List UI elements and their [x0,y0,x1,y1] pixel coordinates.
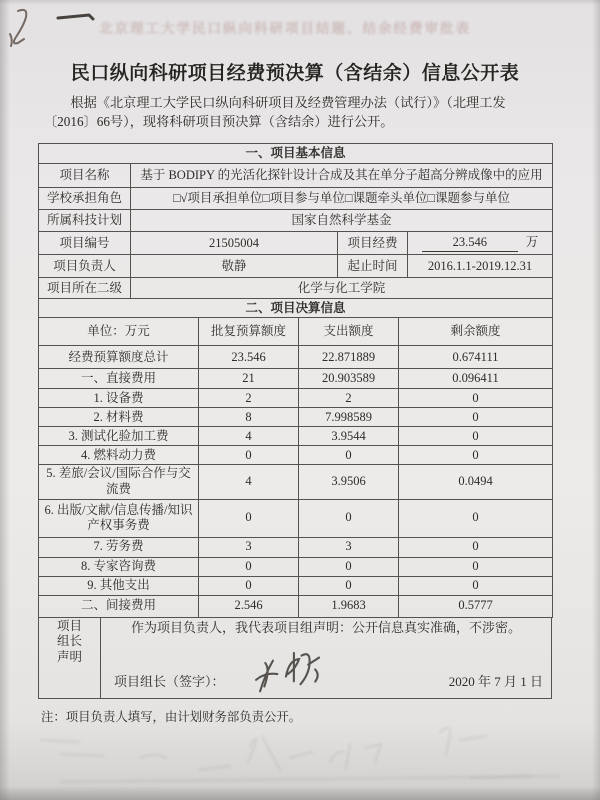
budget-row-labor [39,537,553,557]
cell-remaining: 0 [399,389,553,408]
cell-approved: 23.546 [199,346,299,369]
table-row-program [39,210,553,232]
table-row-project-number [39,232,553,255]
field-value-project-number: 21505004 [131,232,338,255]
cell-approved: 21 [199,369,299,389]
cell-remaining: 0.674111 [399,346,553,369]
row-label: 1. 设备费 [39,389,199,408]
bleed-through-marks [0,718,600,798]
document-title: 民口纵向科研项目经费预决算（含结余）信息公开表 [70,63,520,84]
declaration-statement: 作为项目负责人，我代表项目组声明：公开信息真实准确，不涉密。 [130,619,521,635]
cell-approved: 3 [199,537,299,557]
cell-spent: 20.903589 [299,369,399,389]
declaration-row [39,617,552,698]
cell-remaining: 0 [399,557,553,576]
field-value-program: 国家自然科学基金 [131,210,553,232]
footnote: 注：项目负责人填写，由计划财务部负责公开。 [41,709,302,724]
field-label: 项目名称 [39,164,131,188]
cell-approved: 4 [199,465,299,499]
cell-spent: 3 [299,537,399,557]
cell-remaining: 0 [399,408,553,427]
table-row-project-leader [39,255,553,278]
cell-approved: 2.546 [199,595,299,617]
field-value-role-checkboxes: □√项目承担单位□项目参与单位□课题牵头单位□课题参与单位 [131,188,553,210]
cell-spent: 3.9544 [299,427,399,446]
bleed-through-text: 北京理工大学民口纵向科研项目结题、结余经费审批表 [99,21,471,36]
cell-approved: 2 [199,389,299,408]
fund-unit: 万 [525,235,539,250]
budget-row-testing [39,427,553,446]
row-label: 二、间接费用 [39,595,199,617]
cell-remaining: 0.096411 [399,369,553,389]
cell-spent: 3.9506 [299,465,399,499]
field-value-project-fund [408,232,553,255]
cell-spent: 0 [299,499,399,537]
field-label: 项目负责人 [39,255,131,278]
column-header-unit: 单位：万元 [39,318,199,346]
budget-heading: 二、项目决算信息 [39,299,553,318]
column-header-approved: 批复预算额度 [199,318,299,346]
field-value-project-name: 基于 BODIPY 的光活化探针设计合成及其在单分子超高分辨成像中的应用 [131,164,553,188]
row-label: 8. 专家咨询费 [39,557,199,576]
cell-approved: 0 [199,499,299,537]
budget-row-other [39,576,553,595]
budget-header-row [39,318,553,346]
cell-spent: 0 [299,446,399,465]
cell-approved: 0 [199,576,299,595]
scan-edge-left [0,0,10,800]
scan-edge-top [0,0,600,5]
cell-remaining: 0 [399,576,553,595]
handwritten-page-mark [6,4,40,54]
row-label: 2. 材料费 [39,408,199,427]
signature-label: 项目组长（签字）： [114,674,225,690]
budget-row-travel [39,465,553,499]
cell-spent: 2 [299,389,399,408]
field-label: 项目编号 [39,232,131,255]
budget-row-equipment [39,389,553,408]
declaration-label-line: 项目 [56,618,82,633]
table-row-project-name [39,164,553,188]
field-label: 所属科技计划 [39,210,131,232]
fund-amount: 23.546 [422,235,518,252]
row-label: 4. 燃料动力费 [39,446,199,465]
budget-row-direct [39,369,553,389]
budget-row-materials [39,408,553,427]
field-label: 学校承担角色 [39,188,131,210]
declaration-date: 2020 年 7 月 1 日 [448,674,543,690]
cell-remaining: 0.0494 [399,465,553,499]
cell-spent: 1.9683 [299,595,399,617]
budget-row-publication [39,499,553,537]
row-label: 9. 其他支出 [39,576,199,595]
cell-spent: 0 [299,557,399,576]
budget-row-indirect [39,595,553,617]
budget-row-fuel [39,446,553,465]
cell-approved: 0 [199,557,299,576]
declaration-label [39,617,101,698]
budget-table [38,298,553,617]
row-label: 7. 劳务费 [39,537,199,557]
table-row-role [39,188,553,210]
cell-approved: 4 [199,427,299,446]
column-header-remaining: 剩余额度 [399,318,553,346]
cell-remaining: 0 [399,537,553,557]
cell-remaining: 0 [399,499,553,537]
basic-info-table [38,143,553,299]
cell-spent: 22.871889 [299,346,399,369]
field-value-department: 化学与化工学院 [131,278,553,299]
cell-spent: 7.998589 [299,408,399,427]
row-label: 3. 测试化验加工费 [39,427,199,446]
cell-remaining: 0.5777 [399,595,553,617]
column-header-spent: 支出额度 [299,318,399,346]
section-heading-row [39,299,553,318]
document-content [38,58,552,725]
handwritten-dash-mark [55,10,97,24]
declaration-content [101,617,552,698]
row-label: 6. 出版/文献/信息传播/知识产权事务费 [39,499,199,537]
row-label: 经费预算额度总计 [39,346,199,369]
basic-info-heading: 一、项目基本信息 [39,144,553,164]
field-label: 起止时间 [338,255,408,278]
budget-row-consulting [39,557,553,576]
row-label: 一、直接费用 [39,369,199,389]
section-heading-row [39,144,553,164]
field-value-leader: 敬静 [131,255,338,278]
cell-approved: 8 [199,408,299,427]
field-label: 项目经费 [338,232,408,255]
declaration-label-line: 组长 [56,634,82,649]
field-label: 项目所在二级 [39,278,131,299]
cell-remaining: 0 [399,427,553,446]
signature-row [114,674,543,690]
scan-edge-right [592,0,600,800]
cell-remaining: 0 [399,446,553,465]
declaration-box [38,617,552,699]
intro-paragraph: 根据《北京理工大学民口纵向科研项目及经费管理办法（试行）》（北理工发〔2016〕66号），现将科研项目预决算（含结余）进行公开。 [44,95,506,129]
row-label: 5. 差旅/会议/国际合作与交流费 [39,465,199,499]
table-row-department [39,278,553,299]
budget-row-total [39,346,553,369]
declaration-label-line: 声明 [56,649,82,664]
cell-approved: 0 [199,446,299,465]
cell-spent: 0 [299,576,399,595]
field-value-duration: 2016.1.1-2019.12.31 [408,255,553,278]
